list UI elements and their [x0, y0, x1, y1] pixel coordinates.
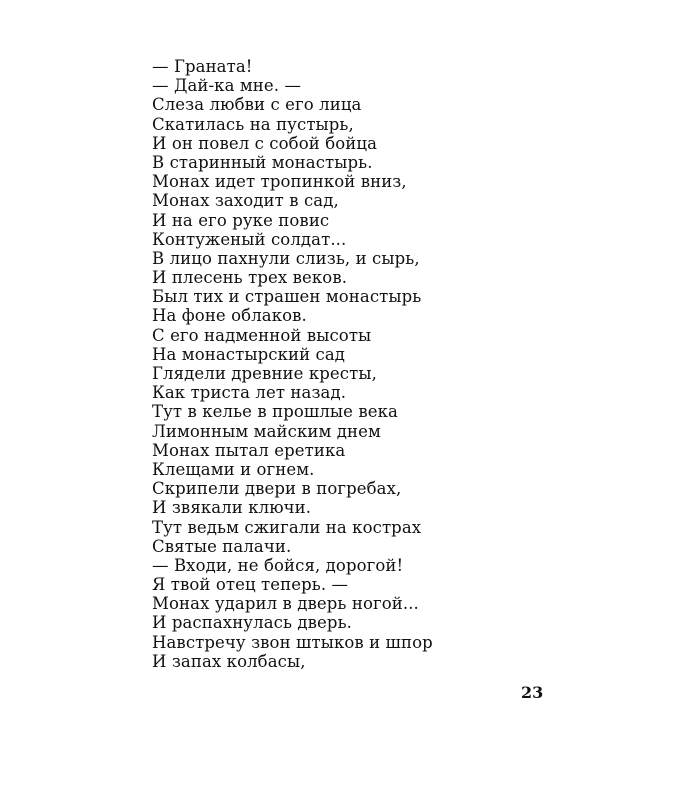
poem-line: Я твой отец теперь. —: [152, 575, 349, 595]
poem-line: Тут в келье в прошлые века: [152, 402, 398, 422]
poem-line: Глядели древние кресты,: [152, 364, 377, 383]
poem-line: И он повел с собой бойца: [152, 133, 378, 153]
poem-line: С его надменной высоты: [152, 325, 372, 345]
poem-line: Скатилась на пустырь,: [152, 114, 354, 134]
poem-line: И запах колбасы,: [152, 651, 306, 671]
poem-line: Тут ведьм сжигали на кострах: [152, 517, 422, 537]
poem-line: Контуженый солдат...: [152, 229, 347, 249]
poem-line: — Дай-ка мне. —: [152, 76, 302, 96]
poem-line: Лимонным майским днем: [152, 421, 381, 441]
poem-line: В старинный монастырь.: [152, 152, 373, 172]
poem-line: Монах ударил в дверь ногой...: [152, 594, 419, 614]
poem-line: — Входи, не бойся, дорогой!: [152, 555, 404, 575]
poem-text: [152, 57, 433, 671]
poem-line: И распахнулась дверь.: [152, 613, 353, 633]
poem-line: Скрипели двери в погребах,: [152, 479, 402, 499]
page-number: 23: [521, 683, 544, 702]
poem-line: Монах пытал еретика: [152, 440, 346, 460]
poem-line: — Граната!: [152, 57, 253, 76]
poem-line: Монах заходит в сад,: [152, 191, 339, 211]
poem-line: Клещами и огнем.: [152, 459, 315, 479]
poem-line: Навстречу звон штыков и шпор: [152, 632, 433, 652]
poem-line: И на его руке повис: [152, 210, 330, 230]
poem-line: В лицо пахнули слизь, и сырь,: [152, 248, 420, 268]
poem-line: Был тих и страшен монастырь: [152, 287, 422, 307]
poem-line: Святые палачи.: [152, 536, 292, 556]
poem-line: Слеза любви с его лица: [152, 95, 362, 115]
poem-line: И звякали ключи.: [152, 498, 312, 518]
poem-line: На фоне облаков.: [152, 306, 307, 326]
poem-line: И плесень трех веков.: [152, 268, 348, 288]
poem-line: Монах идет тропинкой вниз,: [152, 172, 407, 192]
poem-line: Как триста лет назад.: [152, 383, 347, 403]
poem-line: На монастырский сад: [152, 344, 346, 364]
